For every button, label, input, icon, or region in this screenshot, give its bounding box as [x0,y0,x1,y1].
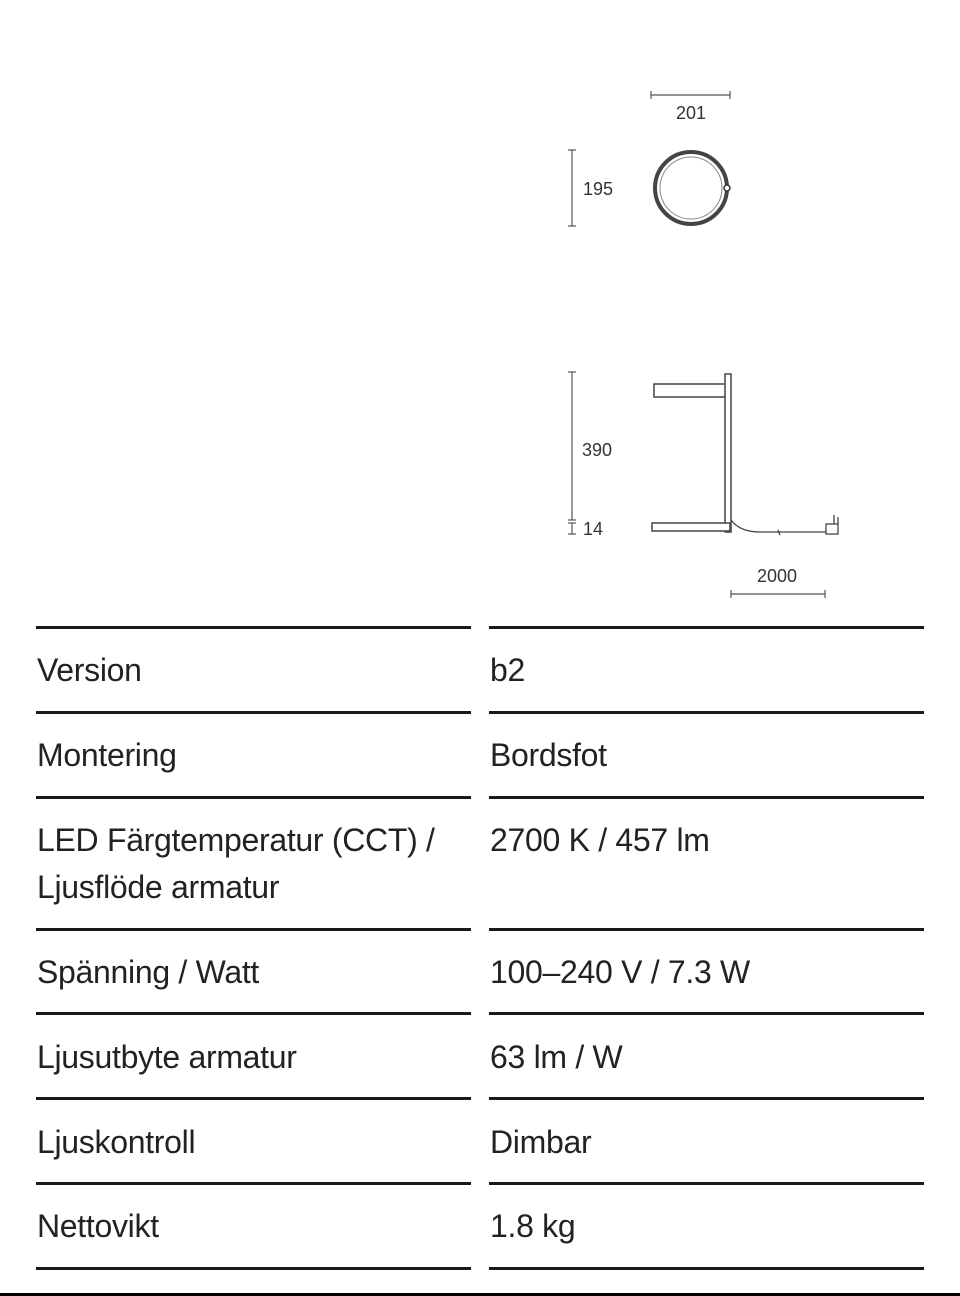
spec-value-cct: 2700 K / 457 lm [490,822,710,858]
rule [489,1097,924,1100]
rule [489,928,924,931]
spec-label-voltage: Spänning / Watt [37,954,260,990]
spec-label-version: Version [37,652,142,688]
spec-value-voltage: 100–240 V / 7.3 W [490,954,750,990]
rule [36,711,471,714]
rule [36,1097,471,1100]
width-label: 201 [675,103,707,123]
rule [36,928,471,931]
lamp-pole [725,374,731,532]
top-view [568,91,730,226]
ring-joint [724,185,730,191]
rule [489,711,924,714]
technical-drawing [0,0,960,610]
lamp-base [652,523,730,531]
cable [731,520,830,532]
spec-label-cct [37,817,477,911]
spec-label-cct-line2: Ljusflöde armatur [37,869,280,905]
spec-label-control: Ljuskontroll [37,1124,196,1160]
depth-label: 195 [583,179,614,199]
rule [489,1182,924,1185]
rule [489,796,924,799]
lamp-ring-top [655,152,727,224]
spec-value-mounting: Bordsfot [490,737,607,773]
cable-label: 2000 [756,566,798,586]
spec-value-control: Dimbar [490,1124,592,1160]
rule [36,1012,471,1015]
base-label: 14 [583,519,604,539]
rule [36,1182,471,1185]
rule [489,1267,924,1270]
spec-value-version: b2 [490,652,525,688]
spec-label-efficacy: Ljusutbyte armatur [37,1039,297,1075]
spec-label-cct-line1: LED Färgtemperatur (CCT) / [37,822,435,858]
spec-label-weight: Nettovikt [37,1208,159,1244]
rule [489,1012,924,1015]
rule [489,626,924,629]
lamp-head [654,384,726,397]
spec-value-efficacy: 63 lm / W [490,1039,623,1075]
rule [36,626,471,629]
spec-value-weight: 1.8 kg [490,1208,576,1244]
rule [36,1267,471,1270]
spec-label-mounting: Montering [37,737,177,773]
plug-icon [826,524,838,534]
height-label: 390 [582,440,613,460]
side-view [568,372,838,598]
rule [36,796,471,799]
